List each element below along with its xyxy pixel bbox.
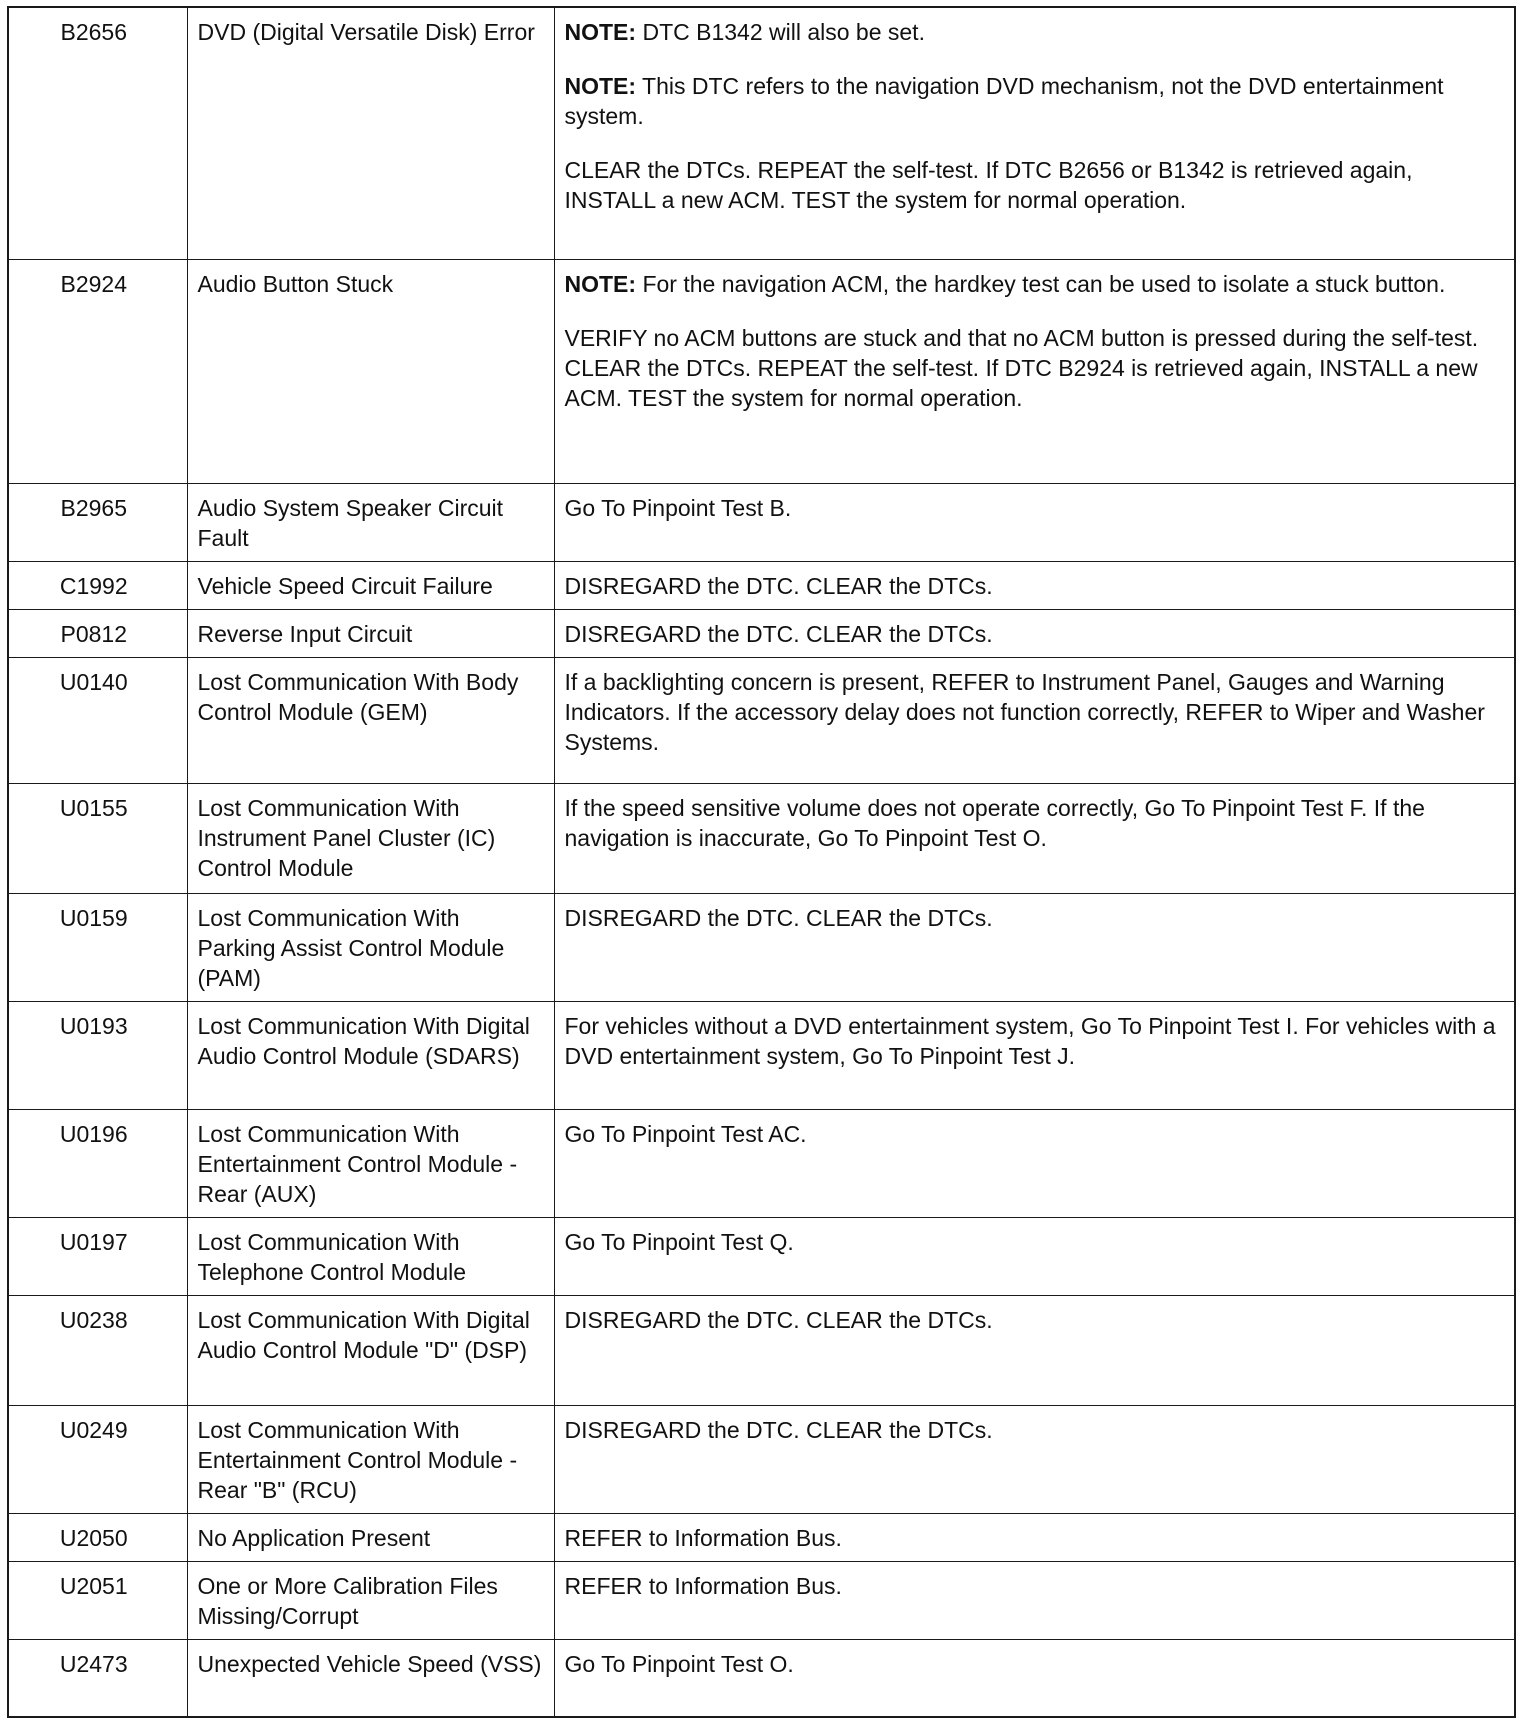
action-paragraph bbox=[565, 1523, 1505, 1553]
dtc-code-cell: U0155 bbox=[8, 783, 187, 893]
dtc-code-cell: U0238 bbox=[8, 1295, 187, 1405]
action-paragraph bbox=[565, 493, 1505, 523]
action-paragraph bbox=[565, 71, 1505, 131]
dtc-action-cell bbox=[554, 1109, 1515, 1217]
dtc-action-cell bbox=[554, 259, 1515, 483]
dtc-action-cell bbox=[554, 1561, 1515, 1639]
dtc-description-cell: Lost Communication With Entertainment Control Module - Rear "B" (RCU) bbox=[187, 1405, 554, 1513]
action-text: DTC B1342 will also be set. bbox=[636, 19, 925, 45]
action-paragraph bbox=[565, 1571, 1505, 1601]
note-label: NOTE: bbox=[564, 270, 637, 297]
dtc-code-cell: U2473 bbox=[8, 1639, 187, 1717]
note-label: NOTE: bbox=[564, 19, 637, 45]
table-row bbox=[8, 1513, 1515, 1561]
action-text: DISREGARD the DTC. CLEAR the DTCs. bbox=[564, 904, 993, 931]
table-row bbox=[8, 483, 1515, 561]
table-row bbox=[8, 1639, 1515, 1717]
action-text: REFER to Information Bus. bbox=[564, 1524, 842, 1551]
table-row bbox=[8, 1109, 1515, 1217]
dtc-description-cell: Lost Communication With Digital Audio Control Module "D" (DSP) bbox=[187, 1295, 554, 1405]
action-text: CLEAR the DTCs. REPEAT the self-test. If DTC B2656 or B1342 is retrieved again, INSTALL a new ACM. TEST the system for normal operation. bbox=[564, 157, 1413, 213]
dtc-code-cell: U0193 bbox=[8, 1001, 187, 1109]
dtc-description-cell: Lost Communication With Entertainment Control Module - Rear (AUX) bbox=[187, 1109, 554, 1217]
dtc-action-cell bbox=[554, 483, 1515, 561]
action-paragraph bbox=[565, 1649, 1505, 1679]
dtc-description-cell: Lost Communication With Instrument Panel Cluster (IC) Control Module bbox=[187, 783, 554, 893]
action-paragraph bbox=[565, 903, 1505, 933]
dtc-code-cell: U0196 bbox=[8, 1109, 187, 1217]
dtc-action-cell bbox=[554, 657, 1515, 783]
action-paragraph bbox=[565, 1119, 1505, 1149]
action-text: Go To Pinpoint Test O. bbox=[564, 1650, 794, 1677]
action-text: Go To Pinpoint Test AC. bbox=[564, 1120, 807, 1147]
table-row bbox=[8, 1561, 1515, 1639]
dtc-description-cell: Lost Communication With Parking Assist Control Module (PAM) bbox=[187, 893, 554, 1001]
dtc-action-cell bbox=[554, 1405, 1515, 1513]
table-row bbox=[8, 609, 1515, 657]
action-text: DISREGARD the DTC. CLEAR the DTCs. bbox=[564, 620, 993, 647]
action-text: This DTC refers to the navigation DVD mechanism, not the DVD entertainment system. bbox=[564, 73, 1444, 129]
dtc-action-cell bbox=[554, 783, 1515, 893]
dtc-action-cell bbox=[554, 561, 1515, 609]
table-row bbox=[8, 893, 1515, 1001]
action-paragraph bbox=[565, 155, 1505, 215]
dtc-code-cell: B2965 bbox=[8, 483, 187, 561]
dtc-action-cell bbox=[554, 1295, 1515, 1405]
action-text: DISREGARD the DTC. CLEAR the DTCs. bbox=[564, 572, 993, 599]
action-paragraph bbox=[565, 1011, 1505, 1071]
action-text: Go To Pinpoint Test B. bbox=[564, 494, 792, 521]
dtc-description-cell: Reverse Input Circuit bbox=[187, 609, 554, 657]
action-text: Go To Pinpoint Test Q. bbox=[564, 1228, 794, 1255]
action-paragraph bbox=[565, 269, 1505, 299]
dtc-action-cell bbox=[554, 1001, 1515, 1109]
action-text: For vehicles without a DVD entertainment system, Go To Pinpoint Test I. For vehicles with a DVD entertainment system, Go To Pinpoint Test J. bbox=[564, 1012, 1496, 1069]
table-row bbox=[8, 1405, 1515, 1513]
table-row bbox=[8, 561, 1515, 609]
dtc-action-cell bbox=[554, 893, 1515, 1001]
action-paragraph bbox=[565, 1415, 1505, 1445]
action-text: REFER to Information Bus. bbox=[564, 1572, 842, 1599]
dtc-description-cell: DVD (Digital Versatile Disk) Error bbox=[187, 7, 554, 259]
dtc-code-cell: U2051 bbox=[8, 1561, 187, 1639]
table-row bbox=[8, 783, 1515, 893]
action-text: DISREGARD the DTC. CLEAR the DTCs. bbox=[564, 1416, 993, 1443]
dtc-table-body bbox=[8, 7, 1515, 1717]
dtc-code-cell: U0249 bbox=[8, 1405, 187, 1513]
action-paragraph bbox=[565, 571, 1505, 601]
dtc-action-cell bbox=[554, 7, 1515, 259]
dtc-code-cell: C1992 bbox=[8, 561, 187, 609]
dtc-code-cell: B2924 bbox=[8, 259, 187, 483]
action-paragraph bbox=[565, 793, 1505, 853]
table-row bbox=[8, 1295, 1515, 1405]
dtc-action-cell bbox=[554, 1513, 1515, 1561]
dtc-description-cell: No Application Present bbox=[187, 1513, 554, 1561]
table-row bbox=[8, 7, 1515, 259]
dtc-description-cell: Lost Communication With Body Control Module (GEM) bbox=[187, 657, 554, 783]
action-paragraph bbox=[565, 1305, 1505, 1335]
action-text: DISREGARD the DTC. CLEAR the DTCs. bbox=[564, 1306, 993, 1333]
action-paragraph bbox=[565, 17, 1505, 47]
dtc-description-cell: Audio Button Stuck bbox=[187, 259, 554, 483]
dtc-description-cell: Lost Communication With Digital Audio Control Module (SDARS) bbox=[187, 1001, 554, 1109]
dtc-description-cell: Lost Communication With Telephone Control Module bbox=[187, 1217, 554, 1295]
dtc-code-cell: U0197 bbox=[8, 1217, 187, 1295]
action-paragraph bbox=[565, 619, 1505, 649]
action-paragraph bbox=[565, 667, 1505, 757]
dtc-code-cell: U2050 bbox=[8, 1513, 187, 1561]
action-text: For the navigation ACM, the hardkey test can be used to isolate a stuck button. bbox=[636, 270, 1446, 297]
action-paragraph bbox=[565, 323, 1505, 413]
action-text: If a backlighting concern is present, REFER to Instrument Panel, Gauges and Warning Indicators. If the accessory delay does not function correctly, REFER to Wiper and Washer Systems. bbox=[564, 668, 1485, 755]
dtc-action-cell bbox=[554, 609, 1515, 657]
dtc-description-cell: Unexpected Vehicle Speed (VSS) bbox=[187, 1639, 554, 1717]
action-text: If the speed sensitive volume does not operate correctly, Go To Pinpoint Test F. If the navigation is inaccurate, Go To Pinpoint Test O. bbox=[564, 794, 1425, 851]
action-text: VERIFY no ACM buttons are stuck and that no ACM button is pressed during the self-test. CLEAR the DTCs. REPEAT the self-test. If DTC B2924 is retrieved again, INSTALL a new ACM. TEST the system for normal operation. bbox=[564, 324, 1479, 411]
action-paragraph bbox=[565, 1227, 1505, 1257]
table-row bbox=[8, 1001, 1515, 1109]
dtc-description-cell: Audio System Speaker Circuit Fault bbox=[187, 483, 554, 561]
note-label: NOTE: bbox=[564, 73, 637, 99]
dtc-action-cell bbox=[554, 1639, 1515, 1717]
dtc-code-cell: U0140 bbox=[8, 657, 187, 783]
dtc-code-cell: U0159 bbox=[8, 893, 187, 1001]
dtc-action-cell bbox=[554, 1217, 1515, 1295]
dtc-code-cell: P0812 bbox=[8, 609, 187, 657]
dtc-code-cell: B2656 bbox=[8, 7, 187, 259]
table-row bbox=[8, 259, 1515, 483]
dtc-description-cell: One or More Calibration Files Missing/Corrupt bbox=[187, 1561, 554, 1639]
table-row bbox=[8, 657, 1515, 783]
dtc-description-cell: Vehicle Speed Circuit Failure bbox=[187, 561, 554, 609]
table-row bbox=[8, 1217, 1515, 1295]
dtc-table bbox=[7, 6, 1516, 1718]
